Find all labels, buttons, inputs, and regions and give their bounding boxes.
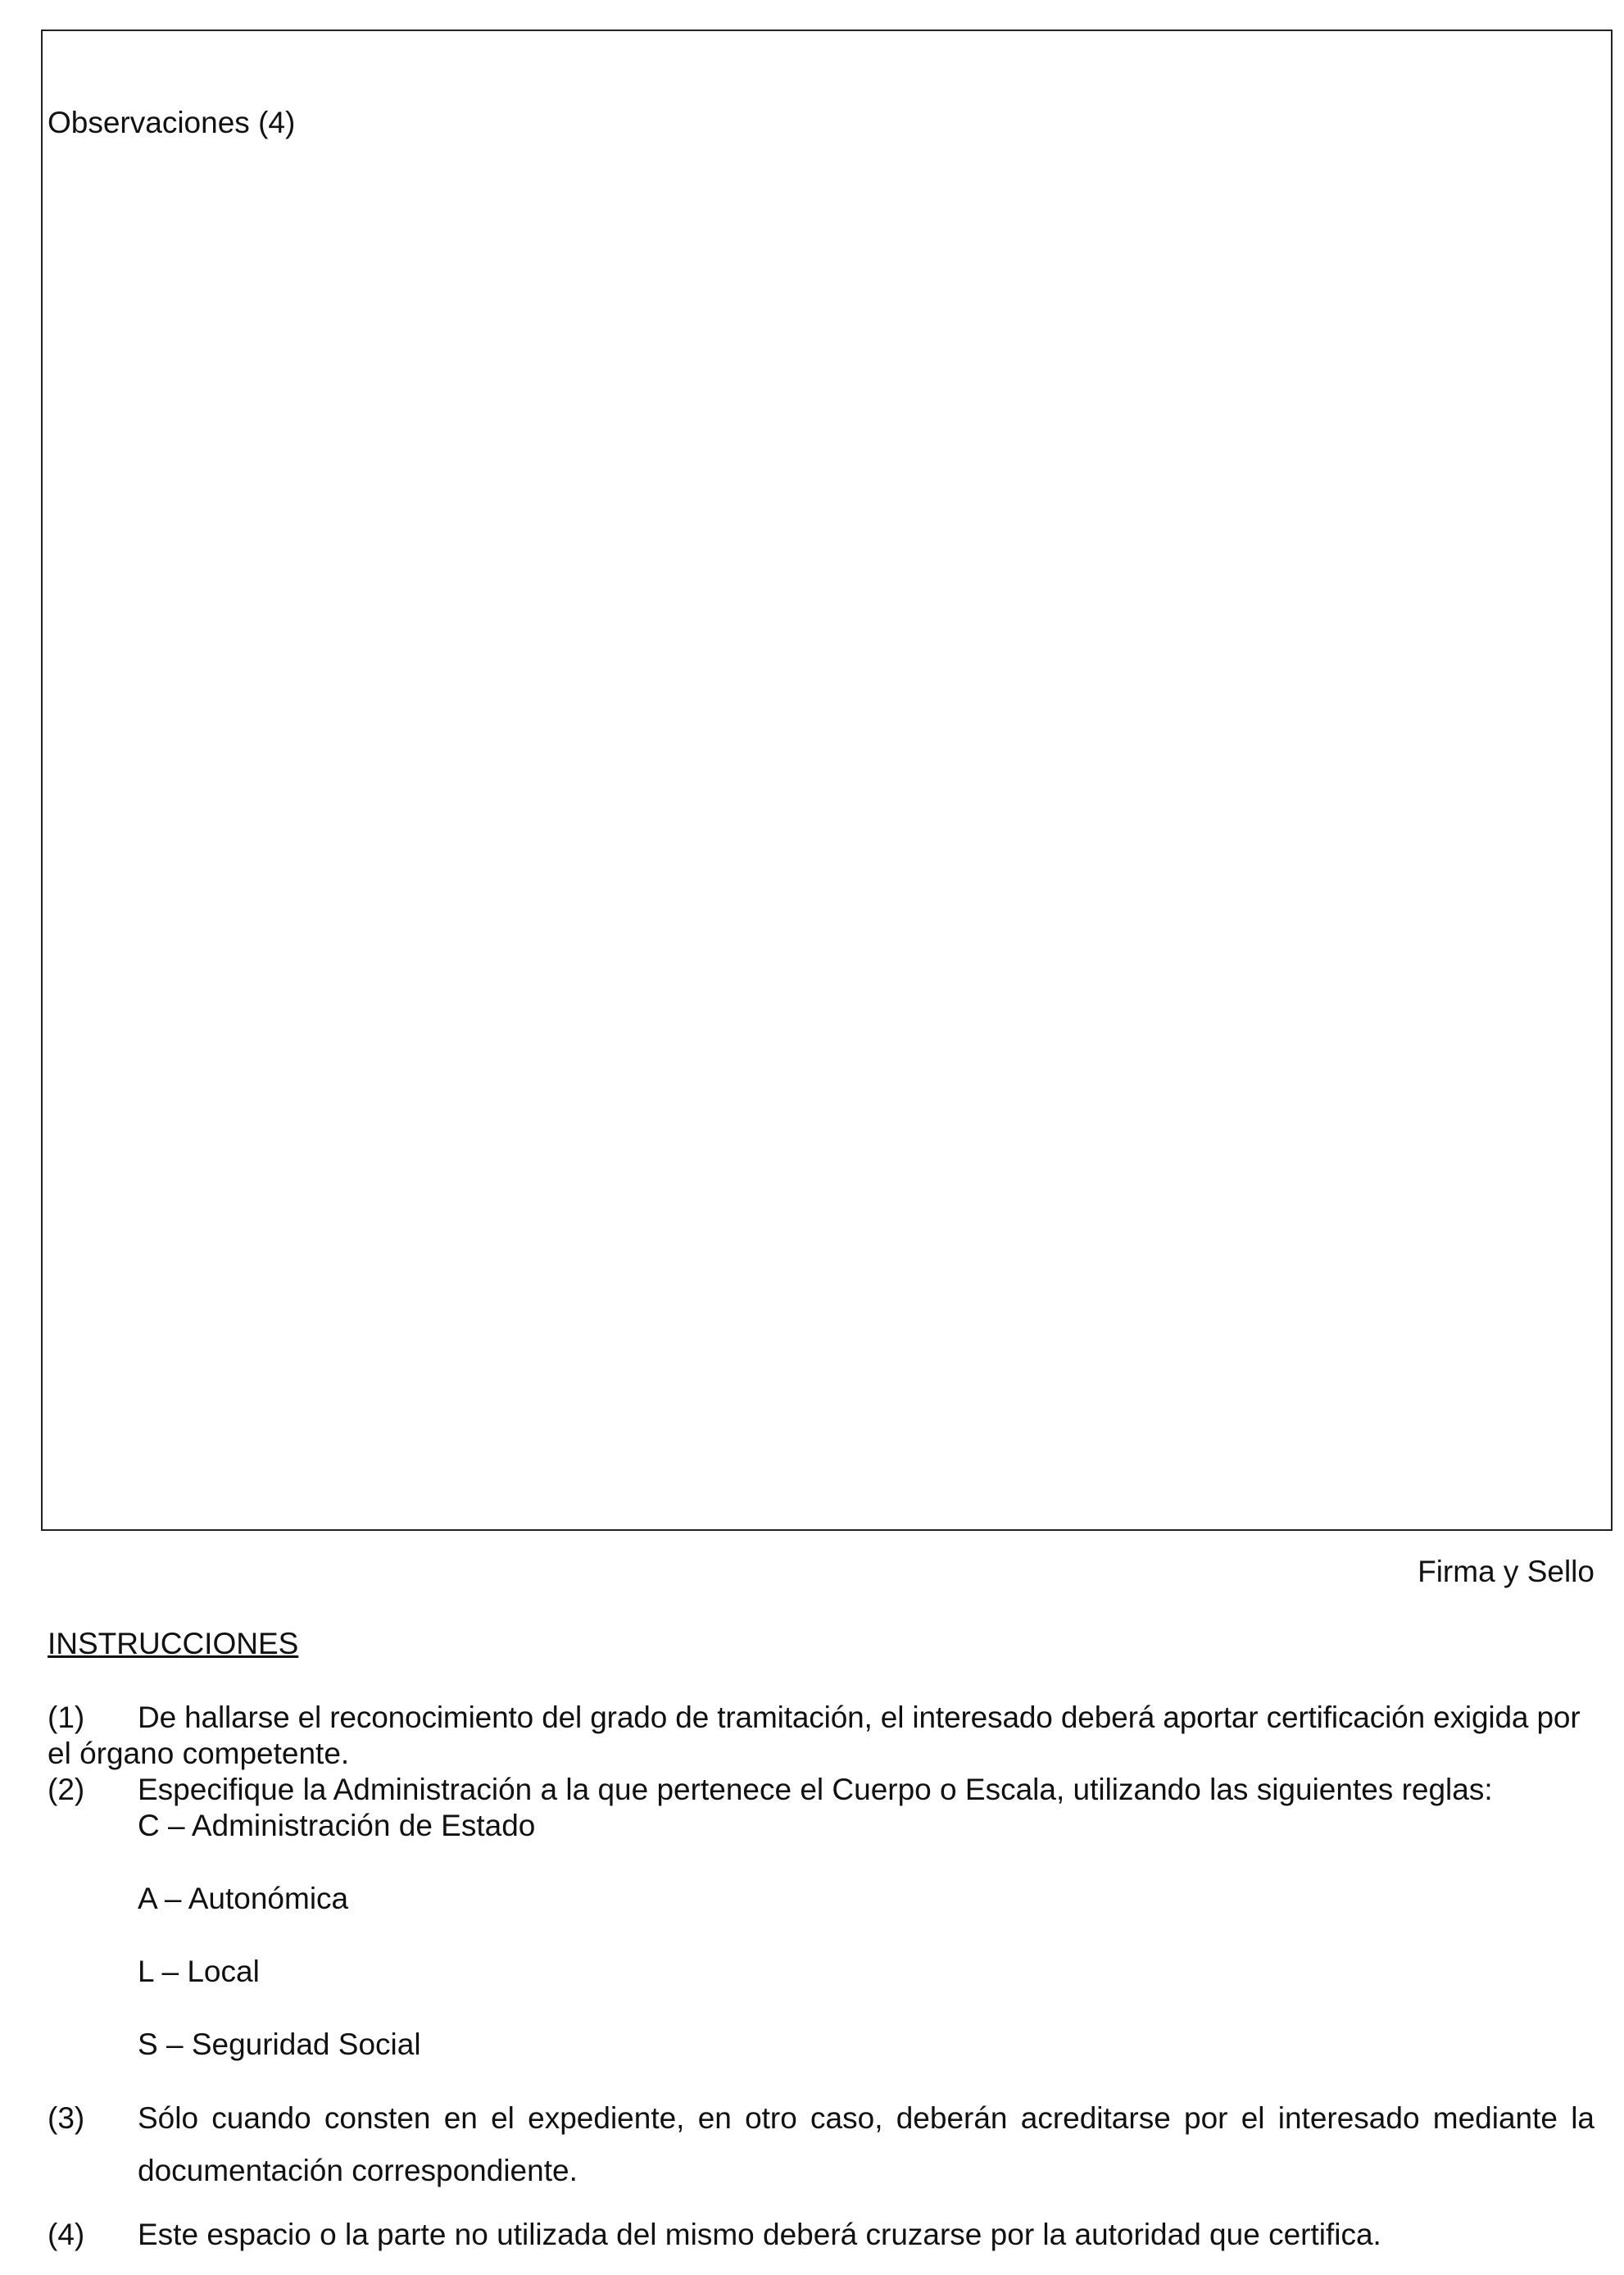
note-number: (2) — [48, 1773, 85, 1806]
note-text: Sólo cuando consten en el expediente, en otro caso, deberán acreditarse por el interesado mediante la documentación correspondiente. — [138, 2101, 1595, 2187]
signature-stamp-label: Firma y Sello — [1418, 1555, 1595, 1588]
instruction-note-2 — [48, 1772, 1595, 1808]
note-text: Este espacio o la parte no utilizada del mismo deberá cruzarse por la autoridad que certifica. — [138, 2218, 1381, 2251]
instruction-note-4 — [48, 2217, 1595, 2253]
rule-item-a: A – Autonómica — [138, 1882, 349, 1915]
note-number: (3) — [48, 2101, 85, 2135]
rule-item-s: S – Seguridad Social — [138, 2028, 421, 2061]
instruction-note-3 — [48, 2092, 1595, 2197]
observations-box — [41, 30, 1613, 1531]
note-text-line-1: De hallarse el reconocimiento del grado de tramitación, el interesado deberá aportar certificación exigida por — [138, 1701, 1581, 1734]
note-number: (4) — [48, 2218, 85, 2251]
instructions-title: INSTRUCCIONES — [48, 1627, 299, 1660]
note-text: Especifique la Administración a la que pertenece el Cuerpo o Escala, utilizando las siguientes reglas: — [138, 1773, 1493, 1806]
rule-item-c: C – Administración de Estado — [138, 1809, 536, 1842]
note-number: (1) — [48, 1701, 85, 1734]
note-text-line-2: el órgano competente. — [48, 1737, 350, 1771]
rule-item-l: L – Local — [138, 1955, 260, 1988]
instruction-note-1 — [48, 1700, 1595, 1773]
observations-label: Observaciones (4) — [48, 106, 296, 139]
